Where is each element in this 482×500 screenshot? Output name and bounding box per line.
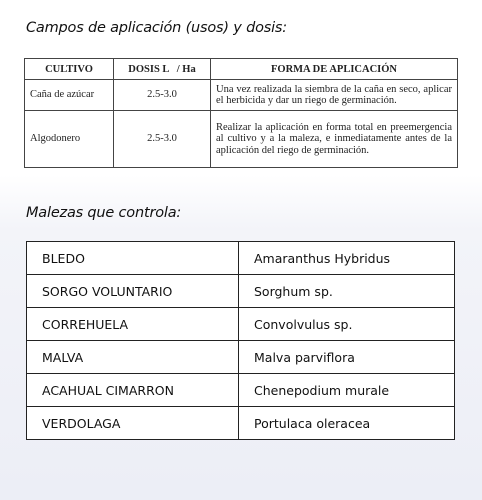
heading-application-fields: Campos de aplicación (usos) y dosis: [26,20,287,36]
weed-scientific-name: Amaranthus Hybridus [239,242,455,275]
weed-scientific-name: Chenepodium murale [239,374,455,407]
weed-common-name: CORREHUELA [27,308,239,341]
weed-common-name: ACAHUAL CIMARRON [27,374,239,407]
header-dosis: DOSIS L / Ha [114,59,211,80]
weed-row [27,308,455,341]
weed-row [27,374,455,407]
weed-scientific-name: Sorghum sp. [239,275,455,308]
weed-row [27,407,455,440]
weed-common-name: SORGO VOLUNTARIO [27,275,239,308]
weeds-table [26,241,455,440]
header-forma-aplicacion: FORMA DE APLICACIÓN [211,59,458,80]
cell-cultivo: Caña de azúcar [25,80,114,111]
application-table-row [25,80,458,111]
cell-forma: Realizar la aplicación en forma total en preemergencia al cultivo y a la maleza, e inmediatamente antes de la aplicación del riego de germinación. [211,111,458,168]
weed-scientific-name: Portulaca oleracea [239,407,455,440]
weed-row [27,341,455,374]
weed-row [27,242,455,275]
weed-common-name: BLEDO [27,242,239,275]
cell-dosis: 2.5-3.0 [114,80,211,111]
weed-common-name: MALVA [27,341,239,374]
application-table-header-row [25,59,458,80]
weed-row [27,275,455,308]
application-table [24,58,458,168]
weed-scientific-name: Malva parviflora [239,341,455,374]
weed-common-name: VERDOLAGA [27,407,239,440]
heading-weeds-controlled: Malezas que controla: [26,205,182,221]
cell-forma: Una vez realizada la siembra de la caña en seco, aplicar el herbicida y dar un riego de germinación. [211,80,458,111]
cell-cultivo: Algodonero [25,111,114,168]
header-cultivo: CULTIVO [25,59,114,80]
application-table-row [25,111,458,168]
cell-dosis: 2.5-3.0 [114,111,211,168]
weed-scientific-name: Convolvulus sp. [239,308,455,341]
